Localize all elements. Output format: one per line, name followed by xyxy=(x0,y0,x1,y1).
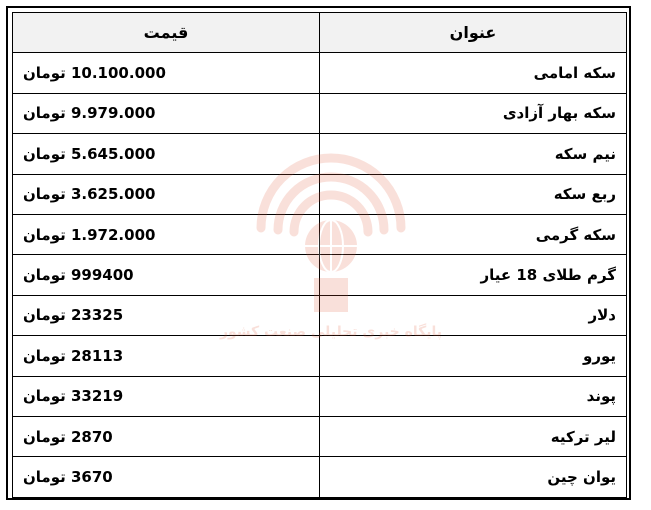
row-price: 9.979.000 تومان xyxy=(13,93,320,133)
price-table xyxy=(12,12,627,498)
table-header-row xyxy=(13,13,627,53)
table-row xyxy=(13,93,627,133)
row-title: نیم سکه xyxy=(320,134,627,174)
row-price: 3.625.000 تومان xyxy=(13,174,320,214)
row-title: سکه بهار آزادی xyxy=(320,93,627,133)
row-title: ربع سکه xyxy=(320,174,627,214)
table-row xyxy=(13,457,627,497)
row-title: دلار xyxy=(320,295,627,335)
row-price: 999400 تومان xyxy=(13,255,320,295)
row-title: سکه امامی xyxy=(320,53,627,93)
row-title: لیر ترکیه xyxy=(320,416,627,456)
table-row xyxy=(13,134,627,174)
row-title: پوند xyxy=(320,376,627,416)
table-row xyxy=(13,255,627,295)
watermark-text: پایگاه خبری تحلیلی صنعت کشور xyxy=(219,324,443,340)
row-price: 10.100.000 تومان xyxy=(13,53,320,93)
table-row xyxy=(13,295,627,335)
column-header-price: قیمت xyxy=(13,13,320,53)
row-title: سکه گرمی xyxy=(320,214,627,254)
row-title: یورو xyxy=(320,336,627,376)
row-price: 1.972.000 تومان xyxy=(13,214,320,254)
table-row xyxy=(13,416,627,456)
table-row xyxy=(13,214,627,254)
row-title: یوان چین xyxy=(320,457,627,497)
row-price: 5.645.000 تومان xyxy=(13,134,320,174)
row-price: 33219 تومان xyxy=(13,376,320,416)
table-row xyxy=(13,376,627,416)
table-row xyxy=(13,53,627,93)
row-price: 2870 تومان xyxy=(13,416,320,456)
row-price: 3670 تومان xyxy=(13,457,320,497)
row-title: گرم طلای 18 عیار xyxy=(320,255,627,295)
column-header-title: عنوان xyxy=(320,13,627,53)
table-row xyxy=(13,336,627,376)
row-price: 28113 تومان xyxy=(13,336,320,376)
table-row xyxy=(13,174,627,214)
row-price: 23325 تومان xyxy=(13,295,320,335)
